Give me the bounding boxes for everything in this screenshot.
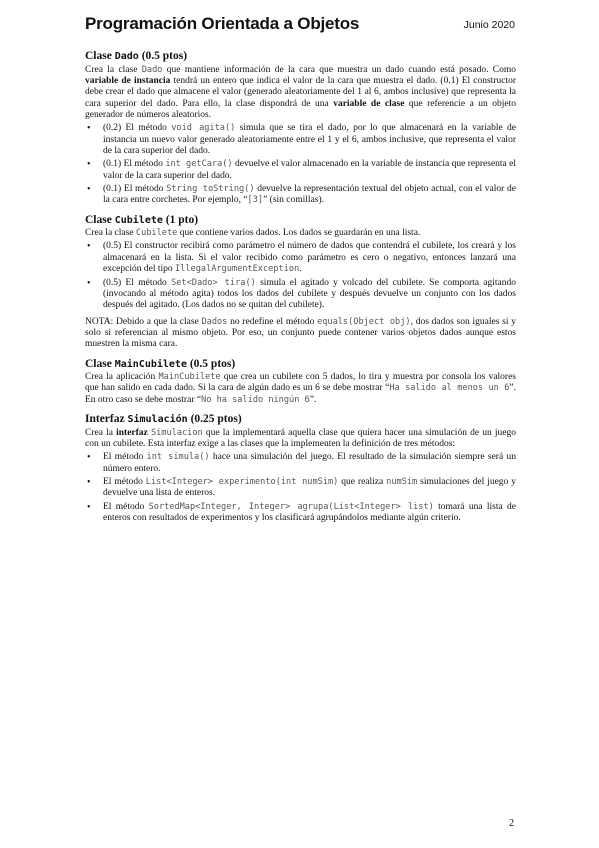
section-title-simulacion: Interfaz Simulación (0.25 ptos) (85, 413, 242, 426)
list-item: • (0.5) El método Set<Dado> tira() simula el agitado y volcado del cubilete. Se comporta agitando (invocando al método agita) todos los dados del cubilete y después devuelve un conjunto con los dados después del agitado. (Los dados no se quitan del cubilete). (85, 278, 516, 312)
document-date: Junio 2020 (463, 19, 515, 31)
list-item: • El método List<Integer> experimento(int numSim) que realiza numSim simulaciones del juego y devuelve una lista de enteros. (85, 477, 516, 500)
list-item: • (0.2) El método void agita() simula que se tira el dado, por lo que almacenará en la variable de instancia un nuevo valor generado aleatoriamente entre el 1 y el 6, ambos inclusive, que representa el valor de la cara superior del dado. (85, 123, 516, 157)
cubilete-description: Crea la clase Cubilete que contiene varios dados. Los dados se guardarán en una lista. (85, 228, 421, 239)
list-item: • (0.5) El constructor recibirá como parámetro el número de dados que contendrá el cubilete, los creará y los almacenará en la lista. Si el valor recibido como parámetro es cero o negativo, entonces lanzará una excepción del tipo IllegalArgumentException. (85, 241, 516, 275)
list-item: • El método SortedMap<Integer, Integer> agrupa(List<Integer> list) tomará una lista de enteros con resultados de experimentos y los clasificará agrupándolos mediante algún criterio. (85, 502, 516, 525)
maincubilete-description: Crea la aplicación MainCubilete que crea un cubilete con 5 dados, lo tira y muestra por consola los valores que han salido en cada dado. Si la cara de algún dado es un 6 se debe mostrar “Ha salido al menos un 6”. En otro caso se debe mostrar “No ha salido ningún 6”. (85, 372, 516, 405)
section-title-cubilete: Clase Cubilete (1 pto) (85, 213, 199, 226)
cubilete-method-list (85, 241, 516, 311)
list-item: • (0.1) El método String toString() devuelve la representación textual del objeto actual, con el valor de la cara entre corchetes. Por ejemplo, “[3]” (sin comillas). (85, 184, 516, 207)
dado-description: Crea la clase Dado que mantiene información de la cara que muestra un dado cuando está posado. Como variable de instancia tendrá un entero que indica el valor de la cara que muestra el dado. (0.1) El constructor debe crear el dado que almacene el valor (generado aleatoriamente del 1 al 6, ambos inclusive) que representa la cara superior del dado. Para ello, la clase dispondrá de una variable de clase que referencie a un objeto generador de números aleatorios. (85, 64, 517, 120)
section-title-dado: Clase Dado (0.5 ptos) (85, 50, 188, 62)
list-item: • (0.1) El método int getCara() devuelve el valor almacenado en la variable de instancia que representa el valor de la cara superior del dado. (85, 159, 516, 182)
document-body (85, 50, 516, 524)
simulacion-description: Crea la interfaz Simulacion que la implementará aquella clase que quiera hacer una simulación de un juego con un cubilete. Esta interfaz exige a las clases que la implementen la definición de tres métodos: (85, 427, 517, 449)
list-item: • El método int simula() hace una simulación del juego. El resultado de la simulación siempre será un número entero. (85, 452, 516, 475)
section-title-maincubilete: Clase MainCubilete (0.5 ptos) (85, 357, 236, 370)
document-title: Programación Orientada a Objetos (85, 14, 360, 33)
simulacion-method-list (85, 452, 516, 524)
page-number: 2 (509, 818, 514, 829)
dado-method-list (85, 123, 516, 206)
cubilete-note: NOTA: Debido a que la clase Dados no redefine el método equals(Object obj), dos dados son iguales si y solo si referencian al mismo objeto. Por eso, un conjunto puede contener varios objetos dados aunque estos muestren la misma cara. (85, 316, 516, 350)
